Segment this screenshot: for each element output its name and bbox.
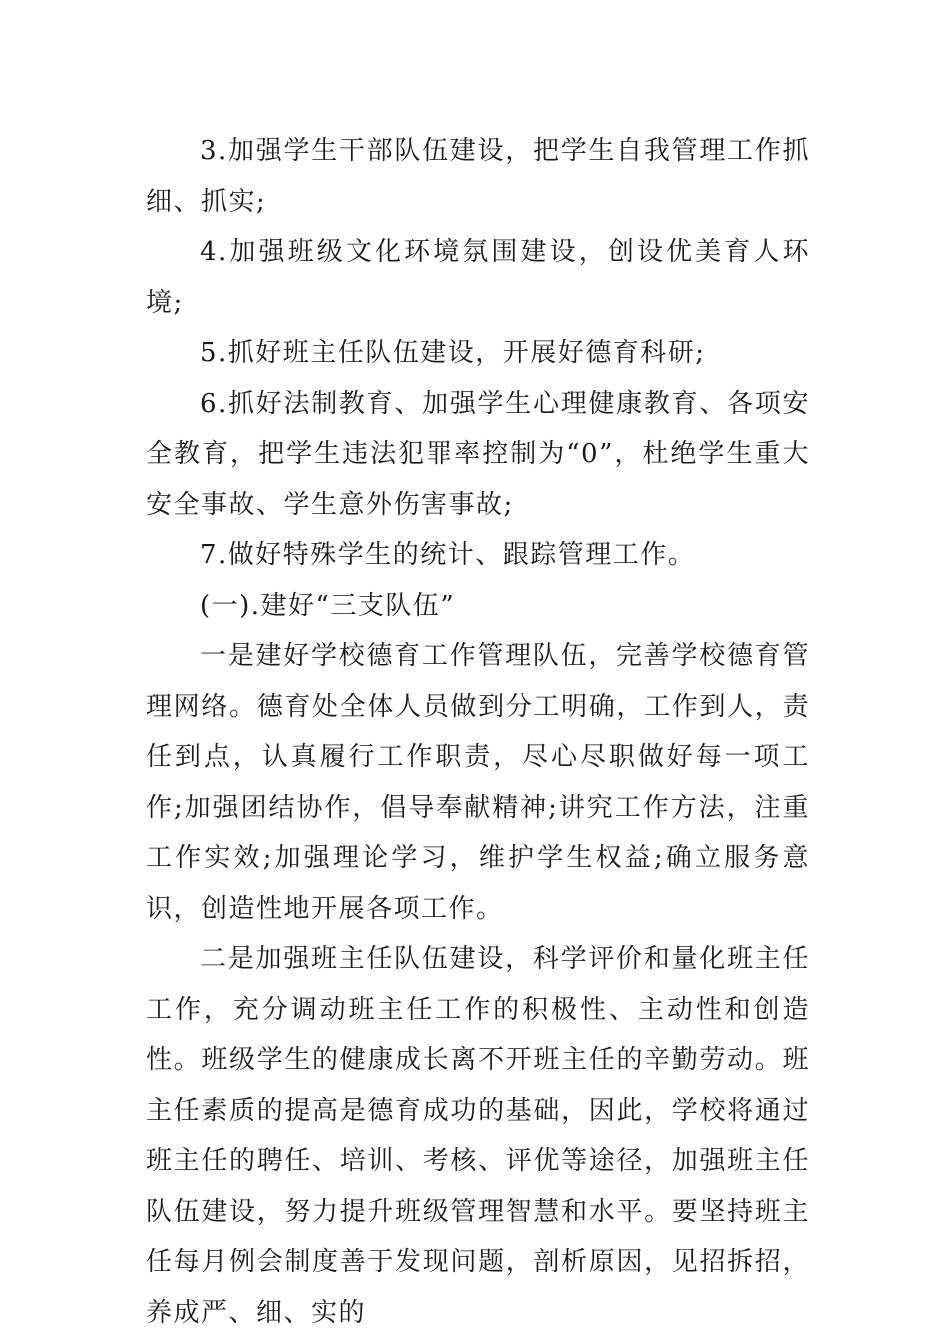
paragraph-management-team: 一是建好学校德育工作管理队伍，完善学校德育管理网络。德育处全体人员做到分工明确，工作到人，责任到点，认真履行工作职责，尽心尽职做好每一项工作;加强团结协作，倡导奉献精神;讲究工作方法，注重工作实效;加强理论学习，维护学生权益;确立服务意识，创造性地开展各项工作。 xyxy=(146,641,810,924)
paragraph-item-4: 4.加强班级文化环境氛围建设，创设优美育人环境; xyxy=(146,237,810,318)
paragraph-item-6: 6.抓好法制教育、加强学生心理健康教育、各项安全教育，把学生违法犯罪率控制为“0”，杜绝学生重大安全事故、学生意外伤害事故; xyxy=(146,388,810,520)
paragraph-head-teacher-team: 二是加强班主任队伍建设，科学评价和量化班主任工作，充分调动班主任工作的积极性、主动性和创造性。班级学生的健康成长离不开班主任的辛勤劳动。班主任素质的提高是德育成功的基础，因此，学校将通过班主任的聘任、培训、考核、评优等途径，加强班主任队伍建设，努力提升班级管理智慧和水平。要坚持班主任每月例会制度善于发现问题，剖析原因，见招拆招，养成严、细、实的 xyxy=(146,944,810,1328)
document-body xyxy=(146,126,810,1338)
section-heading: (一).建好“三支队伍” xyxy=(200,590,456,621)
paragraph-item-3: 3.加强学生干部队伍建设，把学生自我管理工作抓细、抓实; xyxy=(146,136,810,217)
paragraph-item-5: 5.抓好班主任队伍建设，开展好德育科研; xyxy=(200,338,706,368)
paragraph-item-7: 7.做好特殊学生的统计、跟踪管理工作。 xyxy=(200,540,696,570)
